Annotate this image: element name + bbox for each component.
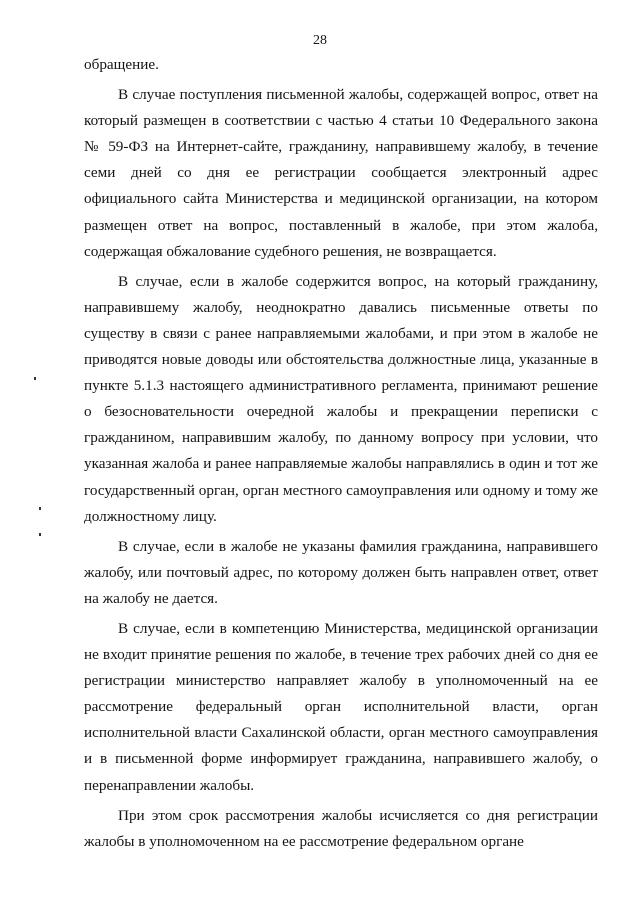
page-number: 28 [313, 33, 327, 48]
paragraph: В случае, если в жалобе не указаны фамилия гражданина, направившего жалобу, или почтовый адрес, по которому должен быть направлен ответ, ответ на жалобу не дается. [84, 537, 598, 607]
paragraph-continuation: обращение. [84, 56, 159, 73]
paragraph: В случае поступления письменной жалобы, содержащей вопрос, ответ на который размещен в соответствии с частью 4 статьи 10 Федерального закона № 59-ФЗ на Интернет-сайте, гражданину, направившему жалобу, в течение семи дней со дня ее регистрации сообщается электронный адрес официального сайта Министерства и медицинской организации, на котором размещен ответ на вопрос, поставленный в жалобе, при этом жалоба, содержащая обжалование судебного решения, не возвращается. [84, 86, 598, 260]
margin-mark [39, 533, 41, 536]
paragraph: В случае, если в жалобе содержится вопрос, на который гражданину, направившему жалобу, неоднократно давались письменные ответы по существу в связи с ранее направляемыми жалобами, и при этом в жалобе не приводятся новые доводы или обстоятельства должностные лица, указанные в пункте 5.1.3 настоящего административного регламента, принимают решение о безосновательности очередной жалобы и прекращении переписки с гражданином, направившим жалобу, по данному вопросу при условии, что указанная жалоба и ранее направляемые жалобы направлялись в один и тот же государственный орган, орган местного самоуправления или одному и тому же должностному лицу. [84, 272, 598, 525]
margin-mark [39, 507, 41, 510]
paragraph: При этом срок рассмотрения жалобы исчисляется со дня регистрации жалобы в уполномоченном на ее рассмотрение федеральном органе [84, 806, 598, 850]
paragraph: В случае, если в компетенцию Министерства, медицинской организации не входит принятие решения по жалобе, в течение трех рабочих дней со дня ее регистрации министерство направляет жалобу в уполномоченный на ее рассмотрение федеральный орган исполнительной власти, орган исполнительной власти Сахалинской области, орган местного самоуправления и в письменной форме информирует гражданина, направившего жалобу, о перенаправлении жалобы. [84, 619, 598, 794]
margin-mark [34, 377, 36, 380]
document-body [84, 52, 598, 855]
